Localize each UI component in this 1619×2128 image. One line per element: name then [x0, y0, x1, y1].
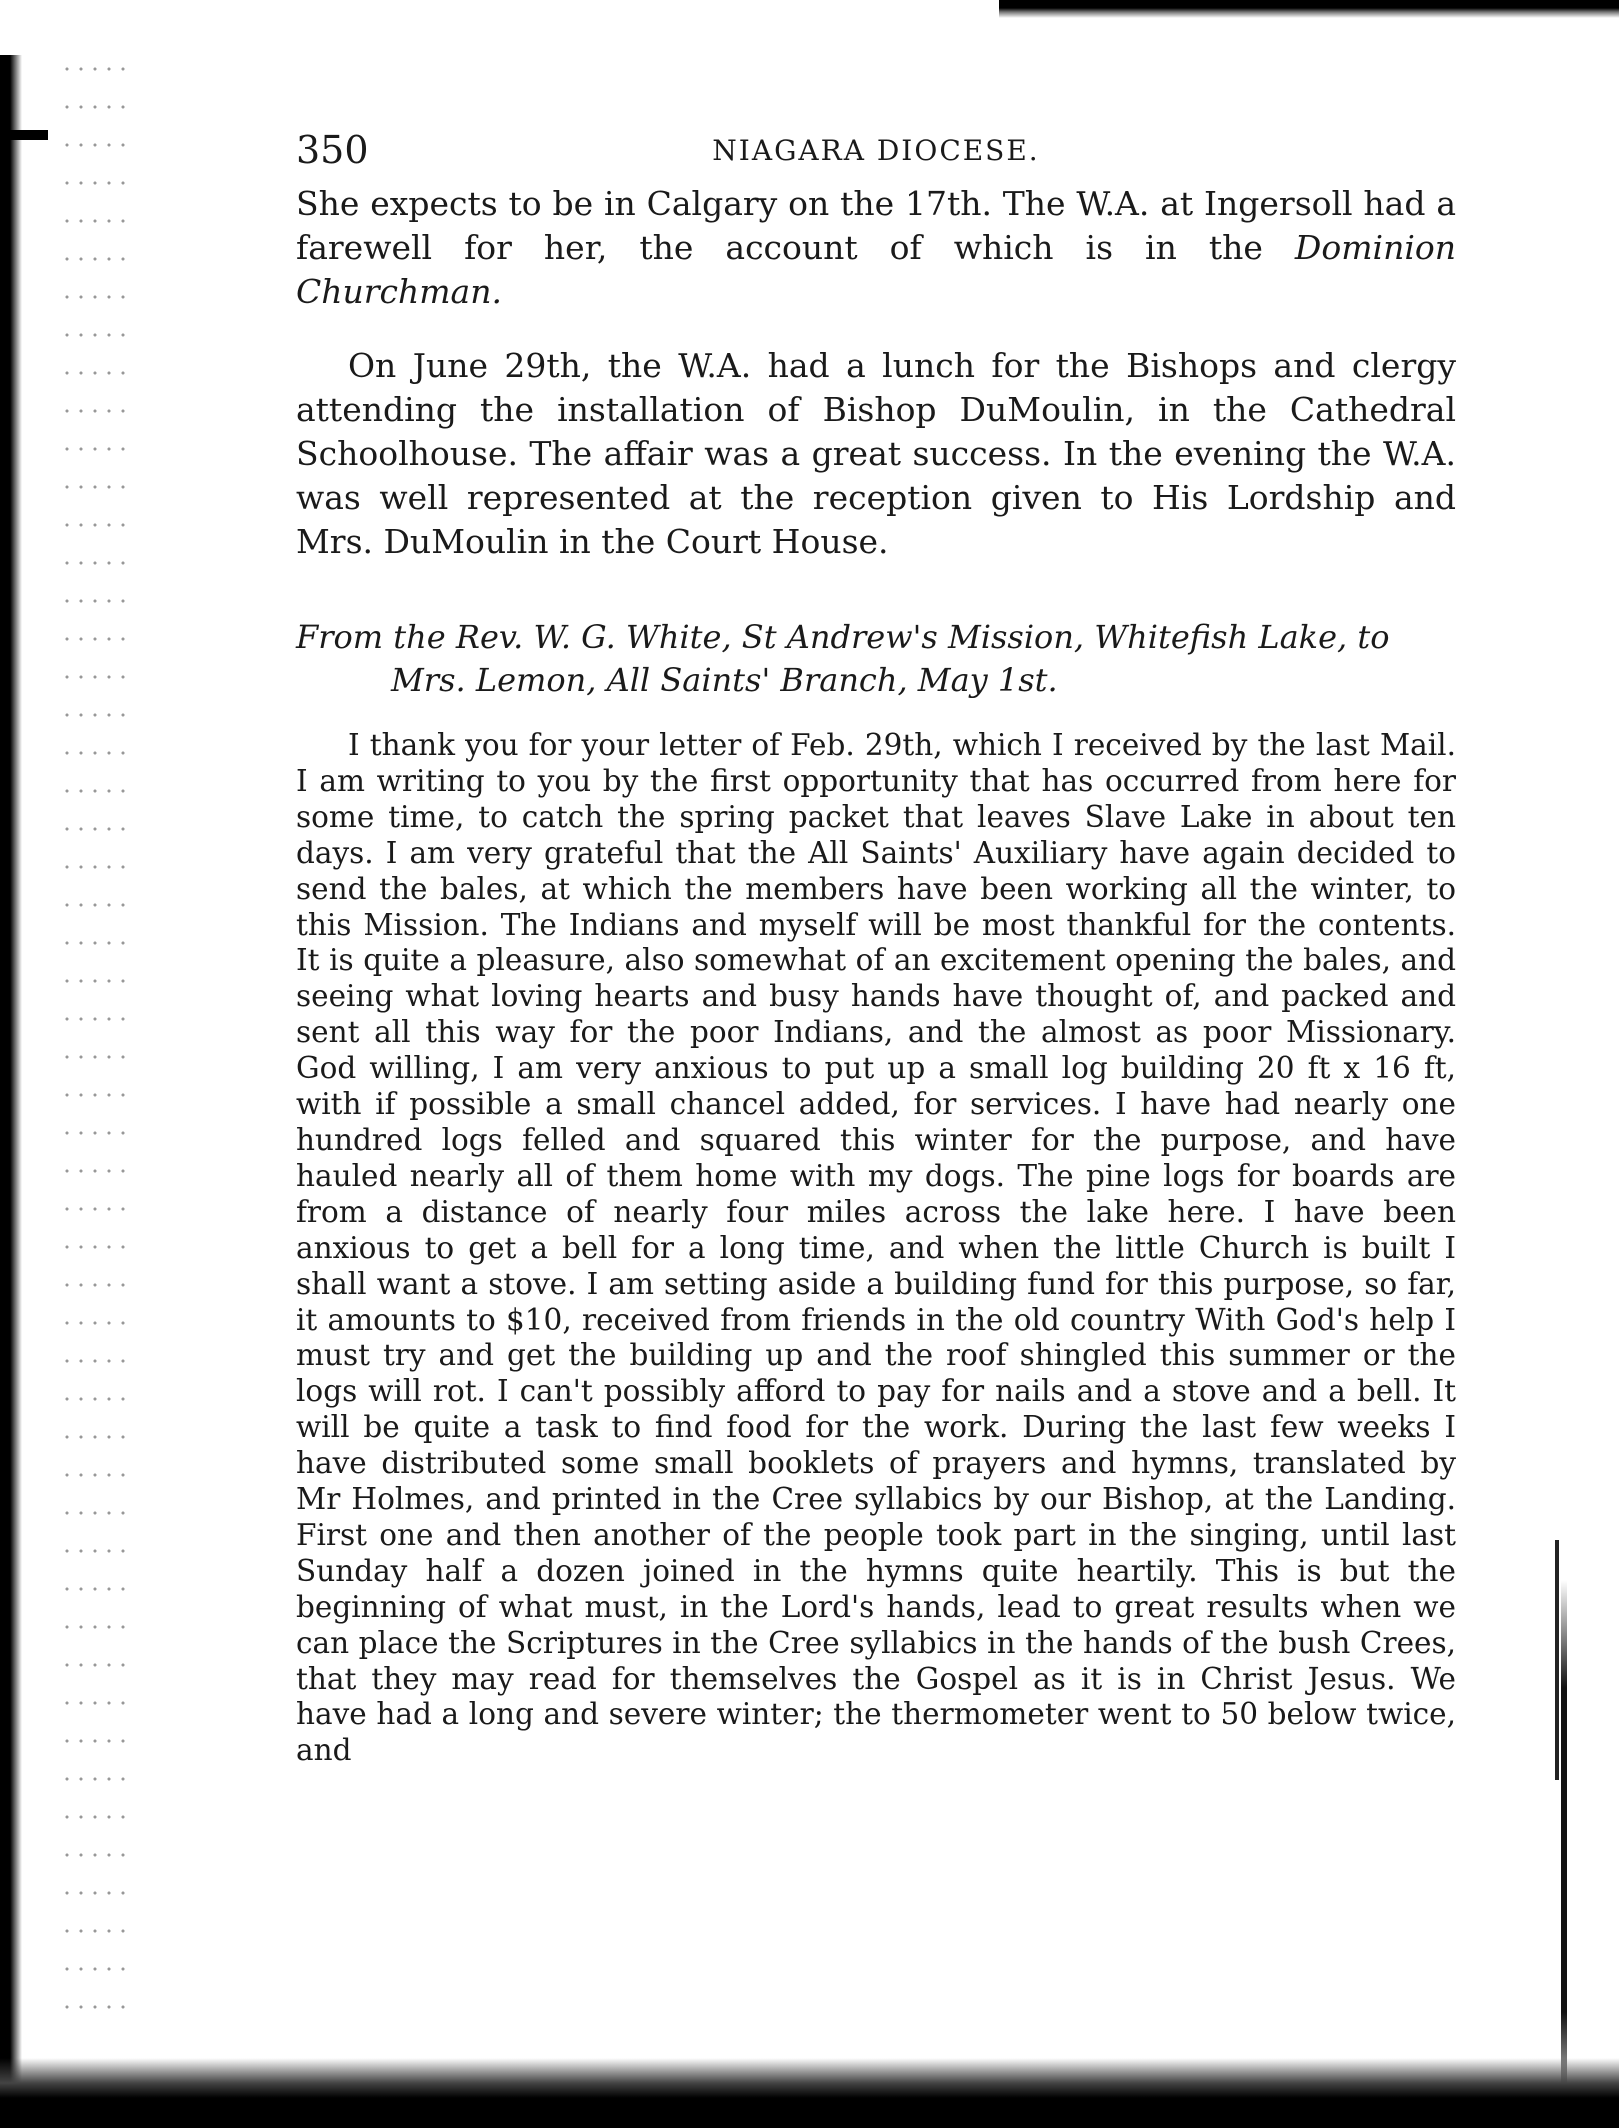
scan-margin-specks	[60, 50, 130, 2030]
letter-heading	[296, 616, 1456, 702]
letter-heading-line-2: Mrs. Lemon, All Saints' Branch, May 1st.	[391, 661, 1058, 699]
letter-heading-line-1: From the Rev. W. G. White, St Andrew's Mission, Whitefish Lake, to	[296, 618, 1390, 656]
letter-body: I thank you for your letter of Feb. 29th, which I received by the last Mail. I am writing to you by the first opportunity that has occurred from here for some time, to catch the spring packet that leaves Slave Lake in about ten days. I am very grateful that the All Saints' Auxiliary have again decided to send the bales, at which the members have been working all the winter, to this Mission. The Indians and myself will be most thankful for the contents. It is quite a pleasure, also somewhat of an excitement opening the bales, and seeing what loving hearts and busy hands have thought of, and packed and sent all this way for the poor Indians, and the almost as poor Missionary. God willing, I am very anxious to put up a small log building 20 ft x 16 ft, with if possible a small chancel added, for services. I have had nearly one hundred logs felled and squared this winter for the purpose, and have hauled nearly all of them home with my dogs. The pine logs for boards are from a distance of nearly four miles across the lake here. I have been anxious to get a bell for a long time, and when the little Church is built I shall want a stove. I am setting aside a building fund for this purpose, so far, it amounts to $10, received from friends in the old country With God's help I must try and get the building up and the roof shingled this summer or the logs will rot. I can't possibly afford to pay for nails and a stove and a bell. It will be quite a task to find food for the work. During the last few weeks I have distributed some small booklets of prayers and hymns, translated by Mr Holmes, and printed in the Cree syllabics by our Bishop, at the Landing. First one and then another of the people took part in the singing, until last Sunday half a dozen joined in the hymns quite heartily. This is but the beginning of what must, in the Lord's hands, lead to great results when we can place the Scriptures in the Cree syllabics in the hands of the bush Crees, that they may read for themselves the Gospel as it is in Christ Jesus. We have had a long and severe winter; the thermometer went to 50 below twice, and	[296, 728, 1456, 1768]
paragraph-1-publication: Dominion Churchman.	[296, 228, 1456, 311]
paragraph-2: On June 29th, the W.A. had a lunch for the Bishops and clergy attending the installation of Bishop DuMoulin, in the Cathedral Schoolhouse. The affair was a great success. In the evening the W.A. was well represented at the reception given to His Lordship and Mrs. DuMoulin in the Court House.	[296, 346, 1456, 561]
page-number: 350	[296, 128, 369, 172]
running-head: NIAGARA DIOCESE.	[712, 134, 1040, 167]
scan-left-edge	[0, 55, 22, 2095]
paragraph-1-text: She expects to be in Calgary on the 17th. The W.A. at Ingersoll had a farewell for her, the account of which is in the	[296, 184, 1456, 267]
scan-right-edge	[1561, 1580, 1567, 2120]
page-header	[296, 120, 1456, 180]
scan-right-mark	[1555, 1540, 1559, 1780]
paragraph-1	[296, 182, 1456, 314]
text-column	[296, 120, 1456, 1769]
scan-top-edge	[999, 0, 1619, 18]
scan-bottom-edge	[0, 2058, 1619, 2128]
scan-left-mark	[0, 130, 48, 140]
